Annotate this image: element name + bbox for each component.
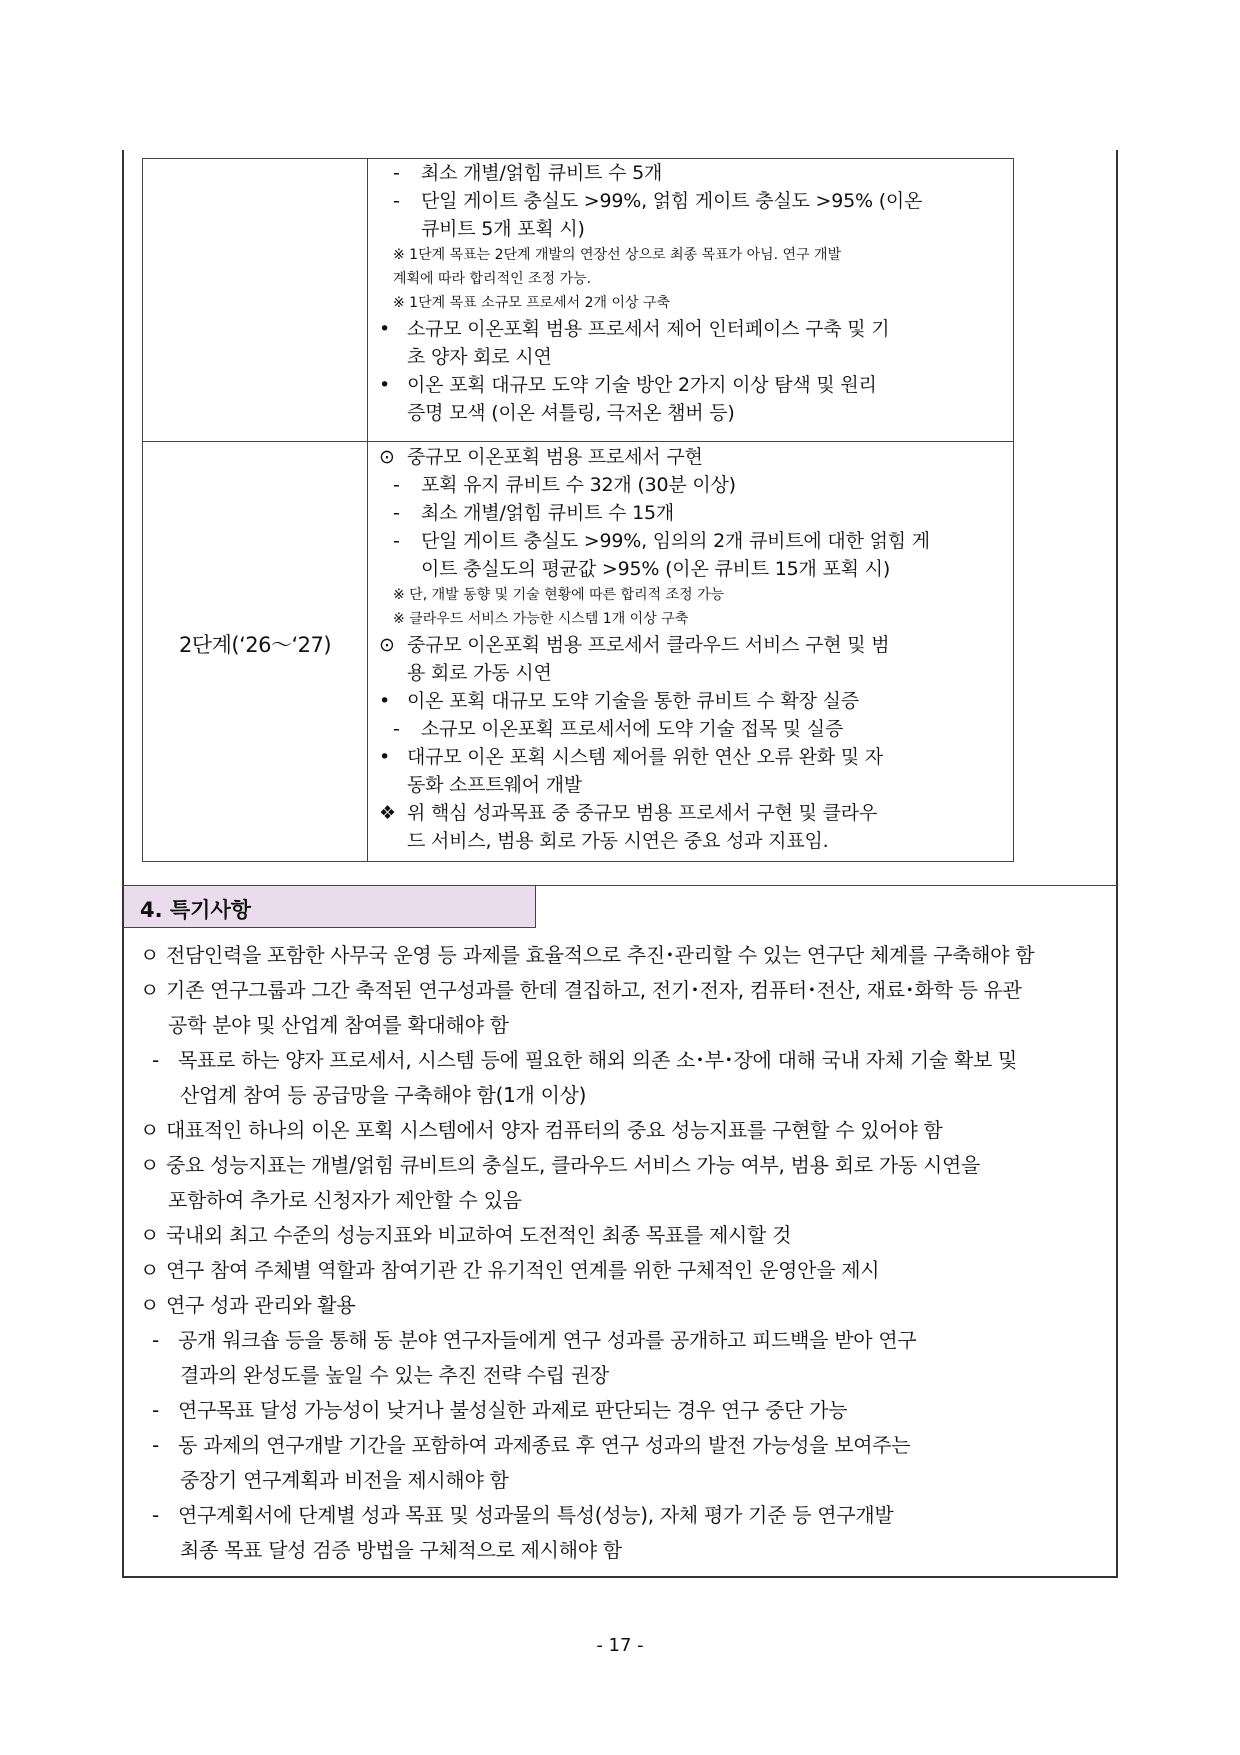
page-number: - 17 - (596, 1635, 644, 1656)
bullet-marker: - (152, 1048, 159, 1072)
text-line: 중장기 연구계획과 비전을 제시해야 함 (180, 1468, 509, 1492)
text-line: 이트 충실도의 평균값 >95% (이온 큐비트 15개 포획 시) (421, 558, 891, 580)
text-line: • 이온 포획 대규모 도약 기술을 통한 큐비트 수 확장 실증 (379, 687, 1001, 715)
list-item: - 공개 워크숍 등을 통해 동 분야 연구자들에게 연구 성과를 공개하고 피드백을 받아 연구 (140, 1323, 1110, 1358)
bullet-marker: ㅇ (140, 1118, 160, 1142)
bullet-marker: ㅇ (140, 943, 160, 967)
text-line: 계획에 따라 합리적인 조정 가능. (393, 271, 592, 287)
text-line: 산업계 참여 등 공급망을 구축해야 함(1개 이상) (180, 1083, 587, 1107)
column-divider (367, 159, 368, 861)
bullet-marker: - (393, 162, 400, 184)
bullet-marker: ㅇ (140, 1223, 160, 1247)
target-icon: ⊙ (379, 634, 395, 656)
list-item: ㅇ 연구 성과 관리와 활용 (140, 1288, 1110, 1323)
bullet-marker: ㅇ (140, 1258, 160, 1282)
bullet-marker: - (393, 502, 400, 524)
bullet-marker: - (152, 1503, 159, 1527)
row-divider (143, 441, 1013, 442)
stage2-label: 2단계(‘26～‘27) (178, 633, 332, 657)
text-line: 결과의 완성도를 높일 수 있는 추진 전략 수립 권장 (180, 1363, 609, 1387)
text-line: - 최소 개별/얽힘 큐비트 수 5개 (379, 159, 1001, 187)
text-line: 포함하여 추가로 신청자가 제안할 수 있음 (168, 1188, 522, 1212)
text-line: • 소규모 이온포획 범용 프로세서 제어 인터페이스 구축 및 기 (379, 315, 1001, 343)
text-line: ※ 단, 개발 동향 및 기술 현황에 따른 합리적 조정 가능 (393, 587, 725, 603)
text-line: 동화 소프트웨어 개발 (407, 774, 583, 796)
text-line: 초 양자 회로 시연 (407, 346, 552, 368)
goals-table (142, 158, 1014, 862)
text-line: - 포획 유지 큐비트 수 32개 (30분 이상) (379, 471, 1001, 499)
list-item: ㅇ 연구 참여 주체별 역할과 참여기관 간 유기적인 연계를 위한 구체적인 운영안을 제시 (140, 1253, 1110, 1288)
bullet-marker: - (152, 1398, 159, 1422)
text-line: ※ 클라우드 서비스 가능한 시스템 1개 이상 구축 (393, 611, 689, 627)
list-item: ㅇ 중요 성능지표는 개별/얽힘 큐비트의 충실도, 클라우드 서비스 가능 여부, 범용 회로 가동 시연을 (140, 1148, 1110, 1183)
diamond-icon: ❖ (379, 802, 396, 824)
stage2-goals-cell (379, 443, 1001, 855)
list-item: ㅇ 국내외 최고 수준의 성능지표와 비교하여 도전적인 최종 목표를 제시할 것 (140, 1218, 1110, 1253)
text-line: ⊙ 중규모 이온포획 범용 프로세서 클라우드 서비스 구현 및 범 (379, 631, 1001, 659)
bullet-marker: - (393, 474, 400, 496)
notes-list (140, 938, 1110, 1568)
text-line: 최종 목표 달성 검증 방법을 구체적으로 제시해야 함 (180, 1538, 622, 1562)
bullet-marker: - (393, 190, 400, 212)
target-icon: ⊙ (379, 446, 395, 468)
bullet-marker: • (379, 690, 391, 712)
section-header (124, 886, 536, 928)
list-item: - 연구계획서에 단계별 성과 목표 및 성과물의 특성(성능), 자체 평가 기준 등 연구개발 (140, 1498, 1110, 1533)
list-item: - 동 과제의 연구개발 기간을 포함하여 과제종료 후 연구 성과의 발전 가능성을 보여주는 (140, 1428, 1110, 1463)
bullet-marker: • (379, 746, 391, 768)
text-line: 증명 모색 (이온 셔틀링, 극저온 챔버 등) (407, 402, 735, 424)
text-line: 드 서비스, 범용 회로 가동 시연은 중요 성과 지표임. (407, 830, 829, 852)
text-line: - 단일 게이트 충실도 >99%, 얽힘 게이트 충실도 >95% (이온 (379, 187, 1001, 215)
bullet-marker: • (379, 318, 391, 340)
list-item: ㅇ 전담인력을 포함한 사무국 운영 등 과제를 효율적으로 추진･관리할 수 있는 연구단 체계를 구축해야 함 (140, 938, 1110, 973)
text-line: ⊙ 중규모 이온포획 범용 프로세서 구현 (379, 443, 1001, 471)
text-line: 용 회로 가동 시연 (407, 662, 552, 684)
list-item: - 연구목표 달성 가능성이 낮거나 불성실한 과제로 판단되는 경우 연구 중단 가능 (140, 1393, 1110, 1428)
bullet-marker: ㅇ (140, 1293, 160, 1317)
bullet-marker: ㅇ (140, 978, 160, 1002)
text-line: 큐비트 5개 포획 시) (421, 218, 585, 240)
list-item: ㅇ 대표적인 하나의 이온 포획 시스템에서 양자 컴퓨터의 중요 성능지표를 구현할 수 있어야 함 (140, 1113, 1110, 1148)
text-line: - 소규모 이온포획 프로세서에 도약 기술 접목 및 실증 (379, 715, 1001, 743)
text-line: ❖ 위 핵심 성과목표 중 중규모 범용 프로세서 구현 및 클라우 (379, 799, 1001, 827)
text-line: • 이온 포획 대규모 도약 기술 방안 2가지 이상 탐색 및 원리 (379, 371, 1001, 399)
list-item: ㅇ 기존 연구그룹과 그간 축적된 연구성과를 한데 결집하고, 전기･전자, 컴퓨터･전산, 재료･화학 등 유관 (140, 973, 1110, 1008)
bullet-marker: - (152, 1433, 159, 1457)
text-line: - 최소 개별/얽힘 큐비트 수 15개 (379, 499, 1001, 527)
bullet-marker: - (152, 1328, 159, 1352)
bullet-marker: ㅇ (140, 1153, 160, 1177)
text-line: • 대규모 이온 포획 시스템 제어를 위한 연산 오류 완화 및 자 (379, 743, 1001, 771)
text-line: ※ 1단계 목표는 2단계 개발의 연장선 상으로 최종 목표가 아님. 연구 개발 (393, 247, 842, 263)
stage1-goals-cell (379, 159, 1001, 427)
text-line: - 단일 게이트 충실도 >99%, 임의의 2개 큐비트에 대한 얽힘 게 (379, 527, 1001, 555)
list-item: - 목표로 하는 양자 프로세서, 시스템 등에 필요한 해외 의존 소･부･장에 대해 국내 자체 기술 확보 및 (140, 1043, 1110, 1078)
section-title: 4. 특기사항 (140, 898, 252, 922)
bullet-marker: - (393, 530, 400, 552)
bullet-marker: • (379, 374, 391, 396)
text-line: ※ 1단계 목표 소규모 프로세서 2개 이상 구축 (393, 295, 671, 311)
text-line: 공학 분야 및 산업계 참여를 확대해야 함 (168, 1013, 509, 1037)
bullet-marker: - (393, 718, 400, 740)
